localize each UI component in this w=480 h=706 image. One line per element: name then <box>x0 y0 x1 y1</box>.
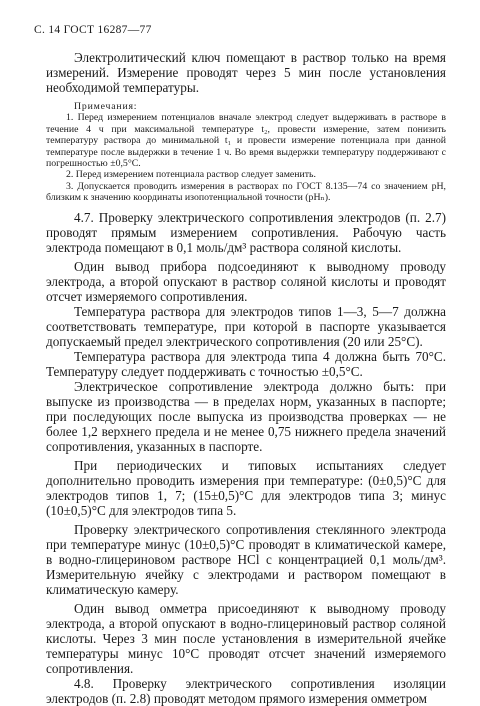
paragraph-instrument-lead: Один вывод прибора подсоединяют к выводному проводу электрода, а второй опускают в раствор соляной кислоты и проводят отсчет измеряемого сопротивления. <box>46 258 446 304</box>
note-2: 2. Перед измерением потенциала раствор следует заменить. <box>66 169 316 181</box>
paragraph-ohmmeter-lead: Один вывод омметра присоединяют к выводному проводу электрода, а второй опускают в водно-глицериновый раствор соляной кислоты. Через 3 мин после установления в измерительной ячейке температуры минус 10°С проводят отсчет значений измеряемого сопротивления. <box>46 600 446 676</box>
note-1: 1. Перед измерением потенциалов вначале электрод следует выдерживать в растворе в течение 4 ч при максимальной температуре t₂, провести измерение, затем понизить температуру раствора до минимальной t₁ и провести измерение потенциала при данной температуре после выдержки в течение 1 ч. Во время выдержки температуру поддерживают с погрешностью ±0,5°С. <box>46 112 446 170</box>
paragraph-periodic-tests: При периодических и типовых испытаниях следует дополнительно проводить измерения при температуре: (0±0,5)°С для электродов типов 1, 7; (15±0,5)°С для электродов типа 3; минус (10±0,5)°С для электродов типа 5. <box>46 457 446 518</box>
page-header: С. 14 ГОСТ 16287—77 <box>34 24 152 36</box>
document-body <box>46 50 446 706</box>
paragraph-4-8: 4.8. Проверку электрического сопротивления изоляции электродов (п. 2.8) проводят методом прямого измерения омметром <box>46 675 446 706</box>
paragraph-resistance-limits: Электрическое сопротивление электрода должно быть: при выпуске из производства — в пределах норм, указанных в паспорте; при последующих после выпуска из производства проверках — не более 1,2 верхнего предела и не менее 0,75 нижнего предела значений сопротивления, указанных в паспорте. <box>46 378 446 454</box>
notes-title: Примечания: <box>74 101 138 112</box>
paragraph-4-7: 4.7. Проверку электрического сопротивления электродов (п. 2.7) проводят прямым измерением сопротивления. Рабочую часть электрода помещают в 0,1 моль/дм³ раствора соляной кислоты. <box>46 209 446 255</box>
paragraph-electrolytic-key: Электролитический ключ помещают в раствор только на время измерений. Измерение проводят через 5 мин после установления необходимой температуры. <box>46 50 446 95</box>
note-3: 3. Допускается проводить измерения в растворах по ГОСТ 8.135—74 со значением pH, близким к значению координаты изопотенциальной точности (pHₙ). <box>46 180 446 204</box>
paragraph-temperature-type-4: Температура раствора для электрода типа 4 должна быть 70°С. Температуру следует поддерживать с точностью ±0,5°С. <box>46 348 446 379</box>
paragraph-temperature-types: Температура раствора для электродов типов 1—3, 5—7 должна соответствовать температуре, при которой в паспорте указывается допускаемый предел электрического сопротивления (20 или 25°С). <box>46 303 446 349</box>
paragraph-low-temperature-check: Проверку электрического сопротивления стеклянного электрода при температуре минус (10±0,5)°С проводят в климатической камере, в водно-глицериновом растворе HCl с концентрацией 0,1 моль/дм³. Измерительную ячейку с электродами и раствором помещают в климатическую камеру. <box>46 521 446 597</box>
